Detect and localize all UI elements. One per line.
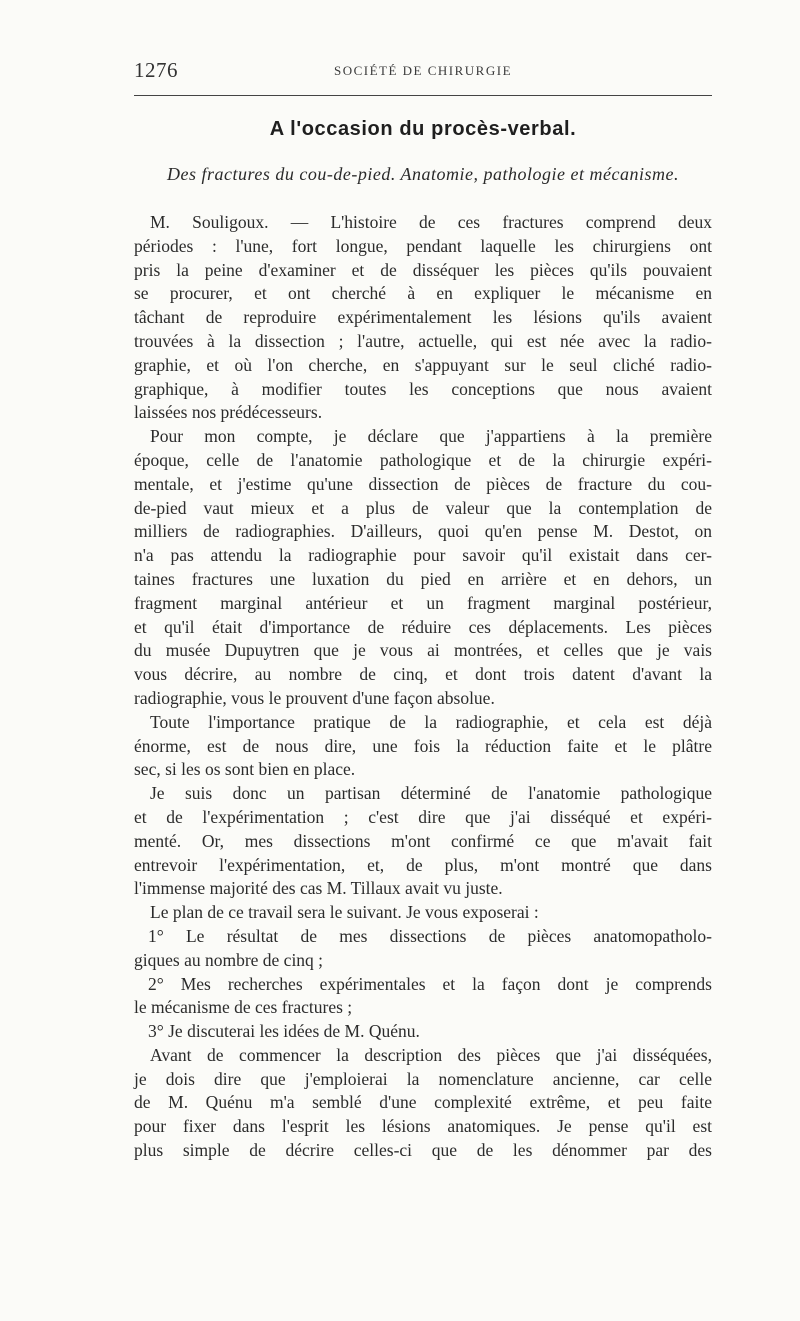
page-number: 1276 <box>134 58 178 82</box>
running-head <box>134 58 712 86</box>
text-line: périodes : l'une, fort longue, pendant laquelle les chirurgiens ont <box>134 235 712 256</box>
journal-title: SOCIÉTÉ DE CHIRURGIE <box>333 63 513 78</box>
text-line: l'immense majorité des cas M. Tillaux avait vu juste. <box>134 878 503 899</box>
text-line: énorme, est de nous dire, une fois la réduction faite et le plâtre <box>134 735 712 756</box>
text-line: Je suis donc un partisan déterminé de l'anatomie pathologique <box>150 783 712 804</box>
text-line: trouvées à la dissection ; l'autre, actuelle, qui est née avec la radio- <box>134 330 712 351</box>
text-line: Toute l'importance pratique de la radiographie, et cela est déjà <box>150 711 712 732</box>
list-item: 3° Je discuterai les idées de M. Quénu. <box>148 1021 420 1042</box>
text-line: n'a pas attendu la radiographie pour savoir qu'il existait dans cer- <box>134 545 712 566</box>
text-line: entrevoir l'expérimentation, et, de plus, m'ont montré que dans <box>134 854 712 875</box>
text-line: Avant de commencer la description des pièces que j'ai disséquées, <box>150 1044 712 1065</box>
header-rule <box>134 95 712 96</box>
text-line: graphie, et où l'on cherche, en s'appuyant sur le seul cliché radio- <box>134 354 712 375</box>
text-line: Le plan de ce travail sera le suivant. Je vous exposerai : <box>150 902 539 923</box>
text-line: et qu'il était d'importance de réduire ces déplacements. Les pièces <box>134 616 712 637</box>
text-line: plus simple de décrire celles-ci que de les dénommer par des <box>134 1140 712 1161</box>
text-line: vous décrire, au nombre de cinq, et dont trois datent d'avant la <box>134 664 712 685</box>
text-line: graphique, à modifier toutes les conceptions que nous avaient <box>134 378 712 399</box>
text-line: Pour mon compte, je déclare que j'appartiens à la première <box>150 426 712 447</box>
text-line: de M. Quénu m'a semblé d'une complexité extrême, et peu faite <box>134 1092 712 1113</box>
text-line: époque, celle de l'anatomie pathologique et de la chirurgie expéri- <box>134 449 712 470</box>
article-body <box>134 211 712 1163</box>
list-item: 2° Mes recherches expérimentales et la façon dont je comprends <box>148 973 712 994</box>
text-line: je dois dire que j'emploierai la nomenclature ancienne, car celle <box>134 1068 712 1089</box>
text-line: M. Souligoux. — L'histoire de ces fractures comprend deux <box>150 212 712 232</box>
text-line: pris la peine d'examiner et de disséquer les pièces qu'ils pouvaient <box>134 259 712 280</box>
text-line: du musée Dupuytren que je vous ai montrées, et celles que je vais <box>134 640 712 661</box>
text-line: taines fractures une luxation du pied en arrière et en dehors, un <box>134 568 712 589</box>
text-line: sec, si les os sont bien en place. <box>134 759 356 780</box>
text-line: milliers de radiographies. D'ailleurs, quoi qu'en pense M. Destot, on <box>134 521 712 542</box>
list-item: 1° Le résultat de mes dissections de pièces anatomopatholo- <box>148 925 712 946</box>
text-line: le mécanisme de ces fractures ; <box>134 997 353 1018</box>
text-line: pour fixer dans l'esprit les lésions anatomiques. Je pense qu'il est <box>134 1116 712 1137</box>
section-title: A l'occasion du procès-verbal. <box>269 118 577 140</box>
text-line: de-pied vaut mieux et a plus de valeur que la contemplation de <box>134 497 712 518</box>
text-line: se procurer, et ont cherché à en expliquer le mécanisme en <box>134 283 712 304</box>
text-line: radiographie, vous le prouvent d'une façon absolue. <box>134 687 495 708</box>
text-line: menté. Or, mes dissections m'ont confirmé ce que m'avait fait <box>134 830 712 851</box>
text-line: giques au nombre de cinq ; <box>134 949 324 970</box>
text-line: mentale, et j'estime qu'une dissection de pièces de fracture du cou- <box>134 473 712 494</box>
text-line: fragment marginal antérieur et un fragment marginal postérieur, <box>134 592 712 613</box>
text-line: tâchant de reproduire expérimentalement les lésions qu'ils avaient <box>134 307 712 328</box>
text-line: laissées nos prédécesseurs. <box>134 402 323 423</box>
text-line: et de l'expérimentation ; c'est dire que j'ai disséqué et expéri- <box>134 806 712 827</box>
article-title: Des fractures du cou-de-pied. Anatomie, pathologie et mécanisme. <box>167 164 679 184</box>
